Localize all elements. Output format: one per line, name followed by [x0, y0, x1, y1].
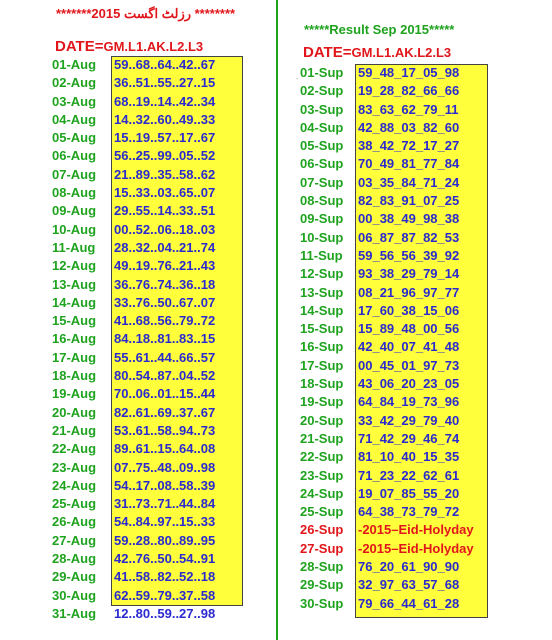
row-date: 05-Sup: [300, 138, 344, 154]
row-values: 89..61..15..64..08: [114, 441, 216, 457]
row-date: 09-Aug: [52, 203, 97, 219]
august-date-header: [55, 38, 203, 55]
row-date: 18-Sup: [300, 376, 344, 392]
row-values: 49..19..76..21..43: [114, 258, 216, 274]
row-date: 27-Aug: [52, 532, 97, 548]
row-date: 08-Aug: [52, 185, 97, 201]
row-date: 07-Sup: [300, 174, 344, 190]
row-date: 02-Aug: [52, 75, 97, 91]
row-values: 08_21_96_97_77: [358, 284, 460, 300]
row-values: 93_38_29_79_14: [358, 266, 460, 282]
row-values: 42..76..50..54..91: [114, 551, 216, 567]
row-date: 22-Sup: [300, 449, 344, 465]
row-values: 29..55..14..33..51: [114, 203, 216, 219]
row-date: 10-Aug: [52, 221, 97, 237]
row-date: 05-Aug: [52, 130, 97, 146]
row-values: 07..75..48..09..98: [114, 459, 216, 475]
row-values: 59..68..64..42..67: [114, 57, 216, 72]
row-date: 09-Sup: [300, 211, 344, 227]
row-values: 54..17..08..58..39: [114, 477, 216, 493]
row-values: 83_63_62_79_11: [358, 101, 459, 117]
row-date: 28-Sup: [300, 559, 344, 575]
row-date: 19-Aug: [52, 386, 97, 402]
row-date: 16-Aug: [52, 331, 97, 347]
row-date: 26-Aug: [52, 514, 97, 530]
row-values: 41..68..56..79..72: [114, 313, 216, 329]
row-date: 12-Sup: [300, 266, 344, 282]
row-values: 12..80..59..27..98: [114, 605, 216, 621]
row-date: 15-Aug: [52, 313, 97, 329]
row-date: 21-Sup: [300, 430, 344, 446]
row-date: 01-Sup: [300, 65, 344, 80]
row-date: 30-Sup: [300, 595, 344, 611]
row-date: 14-Sup: [300, 302, 344, 318]
row-values: 00_45_01_97_73: [358, 357, 460, 373]
date-code: GM.L1.AK.L2.L3: [103, 39, 204, 54]
row-date: 23-Aug: [52, 459, 97, 475]
row-date: 07-Aug: [52, 166, 97, 182]
row-date: 08-Sup: [300, 193, 344, 209]
row-values: 36..51..55..27..15: [114, 75, 216, 91]
row-values: 64_84_19_73_96: [358, 394, 460, 410]
row-values: 19_07_85_55_20: [358, 485, 460, 501]
row-date: 13-Aug: [52, 276, 97, 292]
row-values: 00..52..06..18..03: [114, 221, 216, 237]
row-values: 15..19..57..17..67: [114, 130, 216, 146]
row-date: 22-Aug: [52, 441, 97, 457]
row-values: 28..32..04..21..74: [114, 239, 216, 255]
row-values: 59..28..80..89..95: [114, 532, 216, 548]
row-date: 04-Sup: [300, 119, 344, 135]
row-values: 59_48_17_05_98: [358, 65, 460, 80]
row-values: 36..76..74..36..18: [114, 276, 216, 292]
row-values: 81_10_40_15_35: [358, 449, 460, 465]
row-values: 82_83_91_07_25: [358, 193, 460, 209]
row-date: 15-Sup: [300, 321, 344, 337]
row-date: 16-Sup: [300, 339, 344, 355]
row-date: 06-Aug: [52, 148, 97, 164]
row-date: 12-Aug: [52, 258, 97, 274]
row-date: 31-Aug: [52, 605, 97, 621]
row-values: 79_66_44_61_28: [358, 595, 460, 611]
row-date: 21-Aug: [52, 422, 97, 438]
row-date: 11-Aug: [52, 239, 96, 255]
column-divider: [276, 0, 278, 640]
september-date-header: [303, 44, 451, 61]
row-date: 29-Aug: [52, 569, 97, 585]
row-values: 54..84..97..15..33: [114, 514, 216, 530]
date-label: DATE=: [55, 38, 104, 55]
row-values: 71_23_22_62_61: [358, 467, 460, 483]
date-code: GM.L1.AK.L2.L3: [351, 45, 452, 60]
row-date: 19-Sup: [300, 394, 344, 410]
date-label: DATE=: [303, 44, 352, 61]
august-title: *******2015 رزلٹ اگست ********: [56, 6, 236, 21]
row-date: 25-Aug: [52, 496, 97, 512]
row-values: 41..58..82..52..18: [114, 569, 216, 585]
row-values: 33..76..50..67..07: [114, 294, 216, 310]
stray-mark: .: [296, 72, 299, 81]
row-date: 06-Sup: [300, 156, 344, 172]
row-date: 17-Aug: [52, 349, 97, 365]
row-values: 21..89..35..58..62: [114, 166, 216, 182]
row-values: 84..18..81..83..15: [114, 331, 216, 347]
row-date: 28-Aug: [52, 551, 97, 567]
row-values: 55..61..44..66..57: [114, 349, 216, 365]
row-values: 19_28_82_66_66: [358, 83, 460, 99]
row-date: 18-Aug: [52, 368, 97, 384]
row-values: 15..33..03..65..07: [114, 185, 216, 201]
row-date: 03-Sup: [300, 101, 344, 117]
row-date: 23-Sup: [300, 467, 344, 483]
row-values: 42_40_07_41_48: [358, 339, 460, 355]
row-date: 17-Sup: [300, 357, 344, 373]
row-date: 13-Sup: [300, 284, 344, 300]
row-values: 59_56_56_39_92: [358, 247, 460, 263]
row-date: 25-Sup: [300, 504, 344, 520]
row-values: 32_97_63_57_68: [358, 577, 460, 593]
row-date: 11-Sup: [300, 247, 343, 263]
row-date: 04-Aug: [52, 111, 97, 127]
row-values: 70..06..01..15..44: [114, 386, 216, 402]
row-values: 71_42_29_46_74: [358, 430, 460, 446]
row-date: 24-Sup: [300, 485, 344, 501]
row-date: 29-Sup: [300, 577, 344, 593]
row-values: 68..19..14..42..34: [114, 93, 216, 109]
row-values: 56..25..99..05..52: [114, 148, 216, 164]
holiday-note: -2015–Eid-Holyday: [358, 540, 474, 556]
row-date: 27-Sup: [300, 540, 344, 556]
row-date: 14-Aug: [52, 294, 97, 310]
row-values: 00_38_49_98_38: [358, 211, 460, 227]
row-values: 17_60_38_15_06: [358, 302, 460, 318]
row-values: 62..59..79..37..58: [114, 587, 216, 603]
row-values: 82..61..69..37..67: [114, 404, 216, 420]
row-values: 14..32..60..49..33: [114, 111, 216, 127]
row-values: 31..73..71..44..84: [114, 496, 216, 512]
row-date: 10-Sup: [300, 229, 344, 245]
row-values: 15_89_48_00_56: [358, 321, 460, 337]
row-values: 06_87_87_82_53: [358, 229, 460, 245]
row-date: 30-Aug: [52, 587, 97, 603]
row-values: 43_06_20_23_05: [358, 376, 460, 392]
row-values: 76_20_61_90_90: [358, 559, 460, 575]
row-date: 03-Aug: [52, 93, 97, 109]
holiday-note: -2015–Eid-Holyday: [358, 522, 474, 538]
row-date: 02-Sup: [300, 83, 344, 99]
row-date: 26-Sup: [300, 522, 344, 538]
row-values: 33_42_29_79_40: [358, 412, 460, 428]
row-values: 64_38_73_79_72: [358, 504, 460, 520]
row-date: 20-Aug: [52, 404, 97, 420]
row-values: 38_42_72_17_27: [358, 138, 460, 154]
row-values: 42_88_03_82_60: [358, 119, 460, 135]
september-title: *****Result Sep 2015*****: [304, 22, 455, 37]
row-date: 24-Aug: [52, 477, 97, 493]
row-values: 03_35_84_71_24: [358, 174, 460, 190]
row-values: 53..61..58..94..73: [114, 422, 216, 438]
row-date: 20-Sup: [300, 412, 344, 428]
row-values: 80..54..87..04..52: [114, 368, 216, 384]
row-date: 01-Aug: [52, 57, 97, 72]
row-values: 70_49_81_77_84: [358, 156, 460, 172]
